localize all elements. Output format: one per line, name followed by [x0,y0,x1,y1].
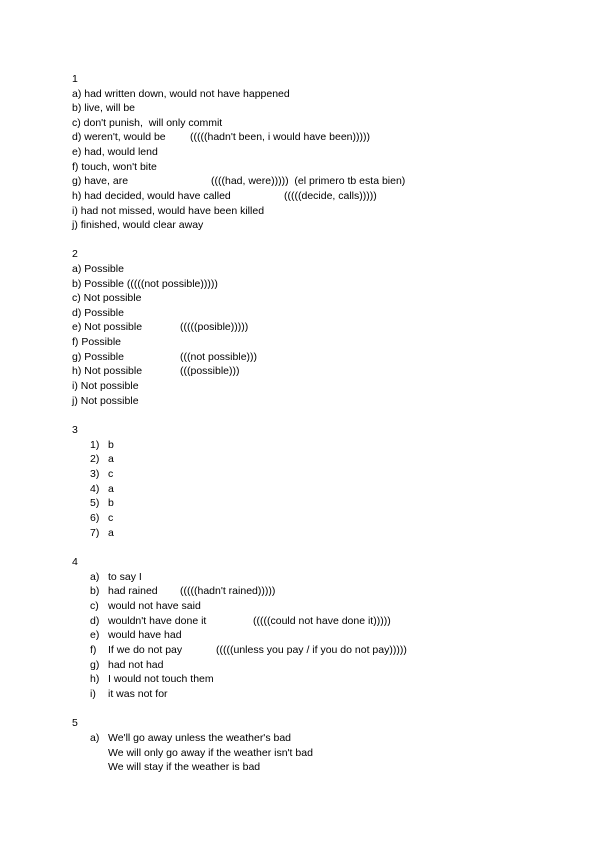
s4-item-letter: i) [90,688,96,700]
s1-item-d: d) weren't, would be [72,131,166,143]
s2-item-e-note: (((((posible))))) [180,321,249,333]
s4-item-letter: b) [90,585,100,597]
s1-item-b: b) live, will be [72,102,136,114]
s4-item-letter: f) [90,644,97,656]
s3-item-number: 4) [90,483,100,495]
s4-item-value: to say I [108,571,142,583]
s3-item-number: 3) [90,468,100,480]
s2-item-c: c) Not possible [72,292,142,304]
s3-item-value: c [108,468,114,480]
s1-item-g-note: ((((had, were))))) (el primero tb esta bien) [211,175,406,187]
s1-item-a: a) had written down, would not have happened [72,88,290,100]
s2-item-h-note: (((possible))) [180,365,240,377]
s4-item-value: would not have said [108,600,201,612]
s1-item-j: j) finished, would clear away [72,219,204,231]
s3-item-value: b [108,497,114,509]
section-4-heading: 4 [72,556,78,568]
s3-item-number: 7) [90,527,100,539]
s4-item-letter: h) [90,673,100,685]
s3-item-value: b [108,439,114,451]
s4-item-note: (((((unless you pay / if you do not pay))))) [216,644,407,656]
s4-item-letter: a) [90,571,100,583]
s4-item-value: would have had [108,629,182,641]
s4-item-value: If we do not pay [108,644,183,656]
s3-item-number: 1) [90,439,100,451]
s2-item-i: i) Not possible [72,380,139,392]
section-5-heading: 5 [72,717,78,729]
s2-item-h: h) Not possible [72,365,143,377]
s4-item-letter: g) [90,659,100,671]
s5-item-a-line-2: We will only go away if the weather isn't bad [108,747,313,759]
s1-item-h: h) had decided, would have called [72,190,231,202]
s3-item-number: 2) [90,453,100,465]
s4-item-letter: c) [90,600,99,612]
s3-item-number: 6) [90,512,100,524]
s4-item-value: I would not touch them [108,673,214,685]
s1-item-h-note: (((((decide, calls))))) [284,190,377,202]
s1-item-c: c) don't punish, will only commit [72,117,223,129]
s1-item-e: e) had, would lend [72,146,158,158]
s2-item-e: e) Not possible [72,321,143,333]
section-2-heading: 2 [72,248,78,260]
s5-item-letter: a) [90,732,100,744]
s3-item-number: 5) [90,497,100,509]
s2-item-b: b) Possible (((((not possible))))) [72,278,218,290]
s5-item-a-line-1: We'll go away unless the weather's bad [108,732,292,744]
s4-item-note: (((((hadn't rained))))) [180,585,276,597]
s1-item-g: g) have, are [72,175,129,187]
s3-item-value: a [108,527,114,539]
s3-item-value: c [108,512,114,524]
s3-item-value: a [108,483,114,495]
s2-item-g: g) Possible [72,351,124,363]
s2-item-g-note: (((not possible))) [180,351,258,363]
s2-item-a: a) Possible [72,263,124,275]
s4-item-value: had rained [108,585,158,597]
s1-item-d-note: (((((hadn't been, i would have been))))) [190,131,371,143]
s2-item-f: f) Possible [72,336,122,348]
section-3-heading: 3 [72,424,78,436]
s4-item-letter: d) [90,615,100,627]
s5-item-a-line-3: We will stay if the weather is bad [108,761,261,773]
s1-item-f: f) touch, won't bite [72,161,157,173]
section-1-heading: 1 [72,73,78,85]
s2-item-j: j) Not possible [72,395,139,407]
s1-item-i: i) had not missed, would have been killed [72,205,265,217]
s4-item-value: it was not for [108,688,168,700]
s4-item-note: (((((could not have done it))))) [253,615,391,627]
s3-item-value: a [108,453,114,465]
s4-item-value: wouldn't have done it [108,615,207,627]
s2-item-d: d) Possible [72,307,124,319]
s4-item-letter: e) [90,629,100,641]
s4-item-value: had not had [108,659,164,671]
